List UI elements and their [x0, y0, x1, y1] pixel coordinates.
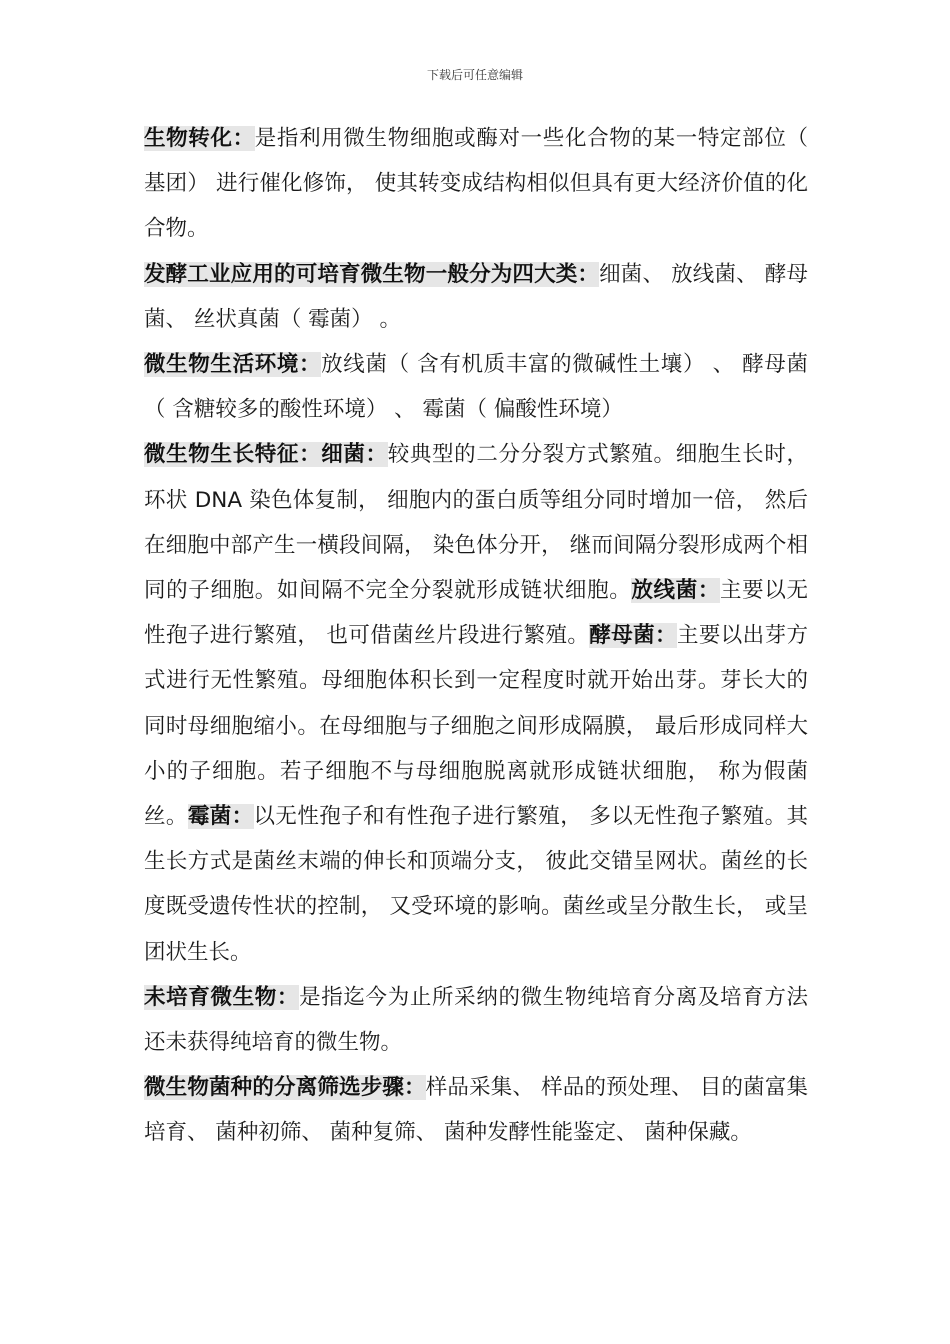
definition-text: 以无性孢子和有性孢子进行繁殖， 多以无性孢子繁殖。其生长方式是菌丝末端的伸长和顶端分支， 彼此交错呈网状。菌丝的长度既受遗传性状的控制， 又受环境的影响。菌丝或呈分散生长， 或呈团状生长。	[144, 804, 808, 965]
definition-text: 细菌、 放线菌、 酵母菌、 丝状真菌（ 霉菌） 。	[144, 261, 808, 332]
definition-text: 主要以出芽方式进行无性繁殖。母细胞体积长到一定程度时就开始出芽。芽长大的同时母细胞缩小。在母细胞与子细胞之间形成隔膜， 最后形成同样大小的子细胞。若子细胞不与母细胞脱离就形成链状细胞， 称为假菌丝。	[144, 623, 808, 830]
definition-text: 样品采集、 样品的预处理、 目的菌富集培育、 菌种初筛、 菌种复筛、 菌种发酵性能鉴定、 菌种保藏。	[144, 1075, 808, 1146]
paragraph-living-environment	[144, 342, 808, 432]
paragraph-screening-steps	[144, 1065, 808, 1155]
paragraph-growth-features	[144, 432, 808, 974]
definition-text: 是指利用微生物细胞或酶对一些化合物的某一特定部位（ 基团） 进行催化修饰， 使其转变成结构相似但具有更大经济价值的化合物。	[144, 126, 808, 242]
term-living-environment: 微生物生活环境：	[144, 352, 322, 378]
term-uncultured-microbes: 未培育微生物：	[144, 984, 300, 1010]
term-yeast: 酵母菌：	[589, 623, 677, 649]
definition-text: 是指迄今为止所采纳的微生物纯培育分离及培育方法还未获得纯培育的微生物。	[144, 984, 808, 1056]
definition-text: 主要以无性孢子进行繁殖， 也可借菌丝片段进行繁殖。	[144, 578, 808, 649]
term-screening-steps: 微生物菌种的分离筛选步骤：	[144, 1075, 426, 1101]
definition-text: 放线菌（ 含有机质丰富的微碱性土壤） 、 酵母菌（ 含糖较多的酸性环境） 、 霉菌（ 偏酸性环境）	[144, 352, 808, 423]
term-microbe-categories: 发酵工业应用的可培育微生物一般分为四大类：	[144, 261, 600, 287]
term-biotransformation: 生物转化：	[144, 126, 255, 151]
definition-text: 较典型的二分分裂方式繁殖。细胞生长时， 环状 DNA 染色体复制， 细胞内的蛋白质等组分同时增加一倍， 然后在细胞中部产生一横段间隔， 染色体分开， 继而间隔分裂形成两个相同的子细胞。如间隔不完全分裂就形成链状细胞。	[144, 442, 808, 604]
term-mold: 霉菌：	[187, 804, 254, 830]
paragraph-microbe-categories	[144, 252, 808, 342]
term-actinomycetes: 放线菌：	[631, 578, 721, 604]
document-body	[144, 116, 808, 1156]
term-bacteria: 细菌：	[321, 442, 388, 468]
paragraph-biotransformation	[144, 116, 808, 252]
paragraph-uncultured-microbes	[144, 975, 808, 1065]
term-growth-features: 微生物生长特征：	[144, 442, 322, 468]
page-header: 下载后可任意编辑	[426, 68, 523, 82]
